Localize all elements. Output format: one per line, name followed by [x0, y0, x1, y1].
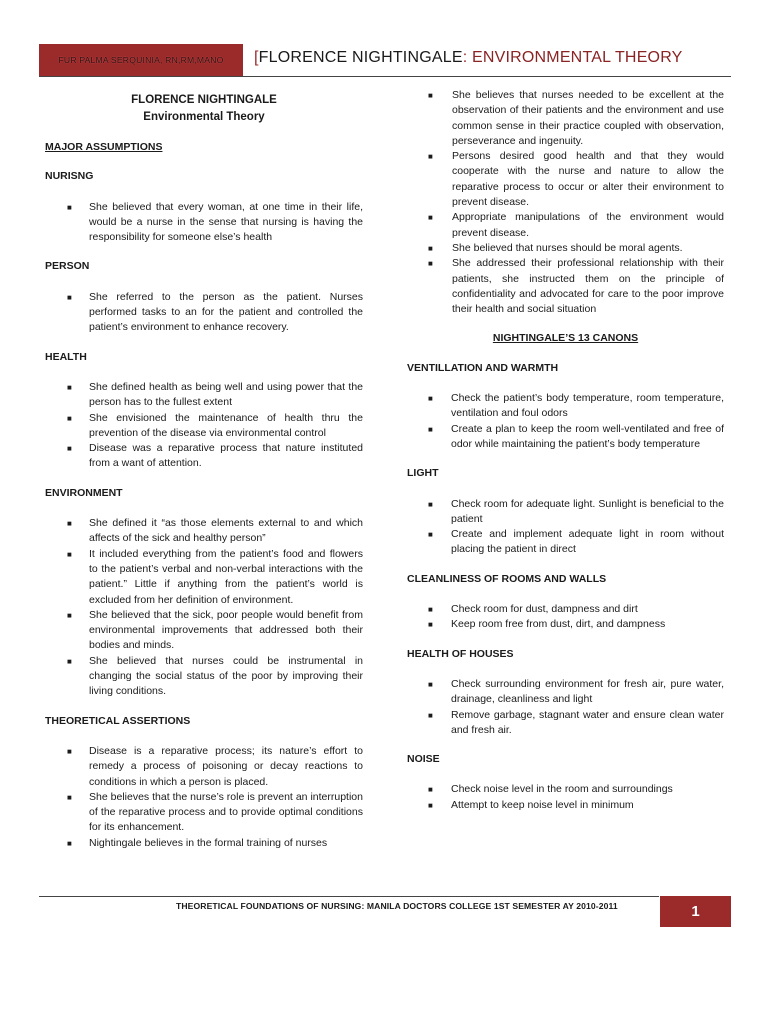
list-item-text: She believed that nurses could be instrumental in changing the social status of the poor by improving their living conditions. [89, 654, 363, 698]
list-item-text: Check the patient’s body temperature, room temperature, ventilation and foul odors [451, 392, 724, 420]
author-banner [39, 44, 243, 76]
list-item-text: She defined health as being well and using power that the person has to the fullest extent [89, 380, 363, 409]
major-assumptions-heading: MAJOR ASSUMPTIONS [45, 141, 163, 153]
bullet-icon: ■ [67, 202, 72, 212]
bullet-icon: ■ [67, 549, 72, 559]
section-heading-nursing: NURISNG [45, 170, 94, 183]
running-header-title [254, 49, 683, 67]
list-item-text: Create a plan to keep the room well-ventilated and free of odor while maintaining the patient’s body temperature [451, 422, 724, 450]
section-heading-noise: NOISE [407, 753, 440, 766]
noise-list [407, 782, 724, 813]
list-item-text: She believed that nurses should be moral agents. [452, 241, 683, 254]
bullet-icon: ■ [67, 413, 72, 423]
list-item-text: She addressed their professional relationship with their patients, she instructed them on the principle of confidentiality and advocated for care to the poor improve their health and social situation [452, 257, 724, 316]
header-bracket: [ [254, 49, 259, 66]
footer-text: THEORETICAL FOUNDATIONS OF NURSING: MANILA DOCTORS COLLEGE 1ST SEMESTER AY 2010-2011 [176, 901, 618, 911]
section-heading-environment: ENVIRONMENT [45, 486, 123, 499]
bullet-icon: ■ [428, 605, 433, 615]
header-title-sub: ENVIRONMENTAL THEORY [467, 49, 683, 66]
bullet-icon: ■ [428, 679, 433, 689]
list-item [407, 782, 724, 797]
list-item [45, 836, 363, 851]
page-number: 1 [691, 903, 700, 920]
list-item [45, 441, 363, 472]
bullet-icon: ■ [428, 530, 433, 540]
list-item-text: Disease was a reparative process that nature instituted from a want of attention. [89, 442, 363, 470]
houses-list [407, 677, 724, 738]
health-list [45, 380, 363, 472]
bullet-icon: ■ [67, 792, 72, 802]
list-item-text: She believes that the nurse’s role is prevent an interruption of the reparative process and to provide optimal conditions for its enhancement. [89, 790, 363, 834]
list-item [45, 380, 363, 411]
footer-rule [39, 896, 659, 897]
list-item-text: Appropriate manipulations of the environment would prevent disease. [452, 211, 724, 239]
list-item [45, 200, 363, 246]
header-title-main: FLORENCE NIGHTINGALE [258, 49, 463, 66]
list-item [407, 617, 724, 632]
list-item-text: Remove garbage, stagnant water and ensure clean water and fresh air. [451, 708, 724, 736]
assertions-list [45, 744, 363, 851]
list-item [407, 677, 724, 708]
list-item [407, 422, 724, 453]
bullet-icon: ■ [428, 800, 433, 810]
section-heading-ventilation: VENTILLATION AND WARMTH [407, 361, 559, 374]
assertions-continued-list [407, 88, 724, 317]
bullet-icon: ■ [67, 656, 72, 666]
section-heading-health: HEALTH [45, 350, 87, 363]
list-item-text: She referred to the person as the patient. Nurses performed tasks to an for the patient and controlled the patient’s environment to enhance recovery. [89, 290, 363, 334]
list-item-text: She believed that the sick, poor people would benefit from environmental improvements that addressed both their bodies and minds. [89, 608, 363, 652]
cleanliness-list [407, 602, 724, 633]
list-item-text: Check surrounding environment for fresh air, pure water, drainage, cleanliness and light [451, 677, 724, 706]
environment-list [45, 516, 363, 700]
list-item [407, 527, 724, 558]
bullet-icon: ■ [428, 499, 433, 509]
bullet-icon: ■ [428, 152, 433, 162]
bullet-icon: ■ [428, 424, 433, 434]
list-item-text: Persons desired good health and that they would cooperate with the nurse and nature to allow the reparative process to occur or alter their environment to prevent disease. [452, 150, 724, 209]
bullet-icon: ■ [67, 519, 72, 529]
list-item-text: Keep room free from dust, dirt, and dampness [451, 618, 666, 631]
bullet-icon: ■ [428, 620, 433, 630]
list-item-text: Attempt to keep noise level in minimum [451, 798, 634, 811]
bullet-icon: ■ [428, 785, 433, 795]
list-item [45, 290, 363, 336]
section-heading-assertions: THEORETICAL ASSERTIONS [45, 714, 191, 727]
list-item [407, 391, 724, 422]
bullet-icon: ■ [67, 444, 72, 454]
canons-heading: NIGHTINGALE’S 13 CANONS [492, 332, 639, 345]
right-column [407, 88, 724, 813]
list-item-text: Check noise level in the room and surroundings [451, 783, 673, 796]
person-list [45, 290, 363, 336]
bullet-icon: ■ [67, 382, 72, 392]
left-column [45, 90, 363, 851]
section-heading-person: PERSON [45, 260, 90, 273]
list-item-text: Check room for dust, dampness and dirt [451, 603, 638, 616]
bullet-icon: ■ [428, 213, 433, 223]
light-list [407, 497, 724, 558]
list-item [407, 149, 724, 210]
list-item [45, 790, 363, 836]
list-item [45, 547, 363, 608]
ventilation-list [407, 391, 724, 452]
list-item [45, 411, 363, 442]
bullet-icon: ■ [67, 610, 72, 620]
list-item-text: Nightingale believes in the formal training of nurses [89, 836, 328, 849]
bullet-icon: ■ [428, 243, 433, 253]
list-item [407, 497, 724, 528]
bullet-icon: ■ [67, 838, 72, 848]
header-separator: : [462, 49, 468, 66]
document-title: FLORENCE NIGHTINGALE [131, 94, 277, 106]
list-item [407, 241, 724, 256]
list-item-text: She believes that nurses needed to be excellent at the observation of their patients and the environment and use common sense in their practice coupled with observation, perseverance and ingenuity. [452, 89, 724, 147]
bullet-icon: ■ [67, 746, 72, 756]
bullet-icon: ■ [428, 91, 433, 100]
list-item-text: She believed that every woman, at one time in their life, would be a nurse in the sense that nursing is having the responsibility for someone else’s health [89, 200, 363, 244]
list-item [45, 516, 363, 547]
list-item [45, 744, 363, 790]
header-rule [39, 76, 731, 77]
list-item [407, 210, 724, 241]
section-heading-light: LIGHT [407, 467, 439, 480]
list-item-text: It included everything from the patient’s food and flowers to the patient’s verbal and non-verbal interactions with the patient.” Little if anything from the patient’s world is excluded from her definition of environment. [89, 547, 363, 606]
list-item [407, 798, 724, 813]
page-number-box [660, 896, 731, 927]
list-item [407, 708, 724, 739]
section-heading-cleanliness: CLEANLINESS OF ROOMS AND WALLS [407, 572, 607, 585]
list-item-text: She defined it “as those elements external to and which affects of the sick and healthy person” [89, 517, 363, 545]
list-item [407, 602, 724, 617]
list-item [407, 88, 724, 149]
list-item [45, 654, 363, 700]
bullet-icon: ■ [428, 710, 433, 720]
author-name: FUR PALMA SERQUINIA, RN,RM,MANO [58, 55, 224, 65]
list-item-text: Disease is a reparative process; its nature’s effort to remedy a process of poisoning or decay reactions to conditions in which a person is placed. [89, 744, 363, 788]
list-item [45, 608, 363, 654]
bullet-icon: ■ [67, 292, 72, 302]
bullet-icon: ■ [428, 259, 433, 269]
list-item-text: She envisioned the maintenance of health thru the prevention of the disease via environmental control [89, 411, 363, 439]
nursing-list [45, 200, 363, 246]
bullet-icon: ■ [428, 394, 433, 404]
list-item [407, 256, 724, 317]
list-item-text: Check room for adequate light. Sunlight is beneficial to the patient [451, 497, 724, 525]
section-heading-houses: HEALTH OF HOUSES [407, 647, 514, 660]
list-item-text: Create and implement adequate light in room without placing the patient in direct [451, 528, 724, 556]
document-subtitle: Environmental Theory [143, 111, 265, 123]
